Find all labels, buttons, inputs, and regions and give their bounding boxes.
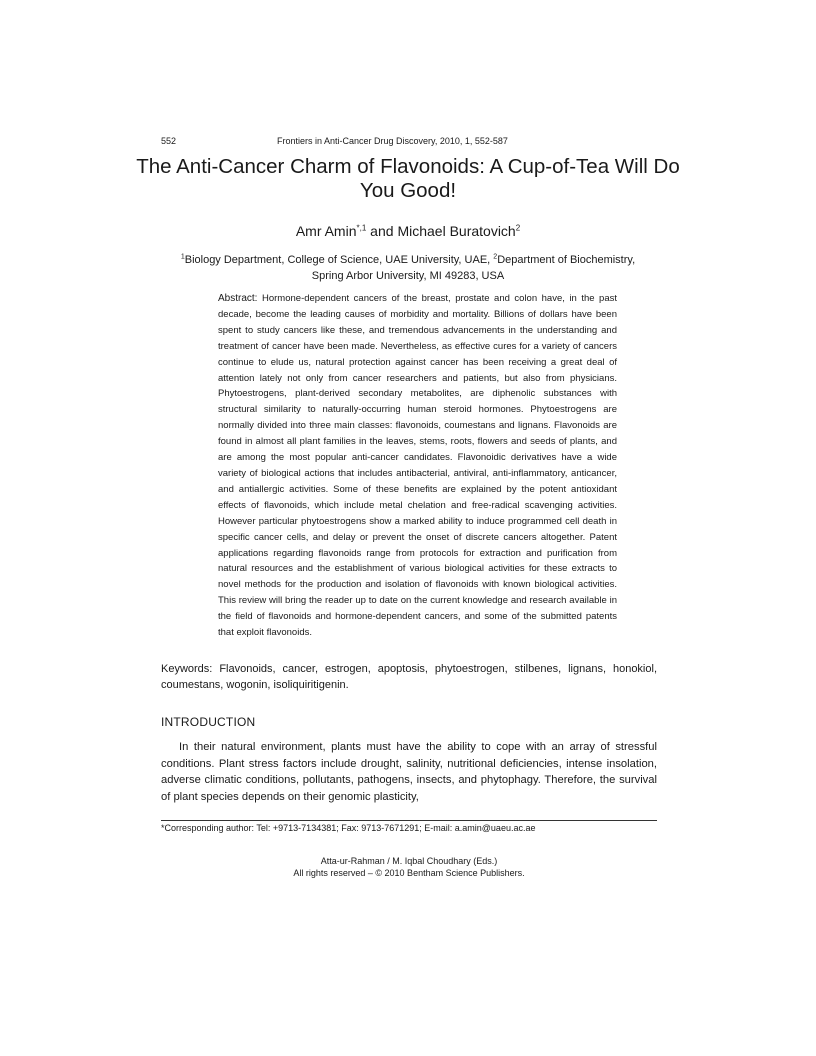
editors-line: Atta-ur-Rahman / M. Iqbal Choudhary (Eds.): [320, 856, 498, 866]
author-name: Amr Amin: [295, 223, 357, 239]
footnote-divider: [161, 820, 657, 821]
abstract-label: Abstract:: [218, 293, 258, 304]
page-footer: [161, 855, 657, 879]
author-connector: and: [366, 223, 398, 239]
section-heading-introduction: INTRODUCTION: [161, 715, 256, 729]
keywords-text: Flavonoids, cancer, estrogen, apoptosis, phytoestrogen, stilbenes, lignans, honokiol, coumestans, wogonin, isoliquiritigenin.: [161, 663, 657, 691]
author-affiliation-marker: *,1: [356, 223, 367, 233]
affiliation-marker: 2: [493, 253, 498, 261]
journal-citation: Frontiers in Anti-Cancer Drug Discovery, 2010, 1, 552-587: [277, 136, 508, 146]
running-head: [161, 134, 657, 148]
author-name: Michael Buratovich: [397, 223, 516, 239]
keywords: [161, 661, 657, 693]
author-affiliation-marker: 2: [515, 223, 521, 233]
rights-line: All rights reserved – © 2010 Bentham Science Publishers.: [293, 868, 525, 878]
affiliation-marker: 1: [180, 253, 185, 261]
author-line: [130, 222, 686, 240]
abstract-text: Hormone-dependent cancers of the breast, prostate and colon have, in the past decade, become the leading causes of morbidity and mortality. Billions of dollars have been spent to study cancers like these, and tremendous advancements in the understanding and treatment of cancer have been made. Nevertheless, as effective cures for a variety of cancers continue to elude us, natural protection against cancer has been receiving a great deal of attention lately not only from cancer researchers and patients, but also from physicians. Phytoestrogens, plant-derived secondary metabolites, are diphenolic substances with structural similarity to naturally-occurring human steroid hormones. Phytoestrogens are normally divided into three main classes: flavonoids, coumestans and lignans. Flavonoids are found in almost all plant families in the leaves, stems, roots, flowers and seeds of plants, and are among the most popular anti-cancer candidates. Flavonoidic derivatives have a wide variety of biological actions that includes antibacterial, antiviral, anti-inflammatory, anticancer, and antiallergic activities. Some of these benefits are explained by the potent antioxidant effects of flavonoids, which include metal chelation and free-radical scavenging activities. However particular phytoestrogens show a marked ability to induce programmed cell death in specific cancer cells, and delay or prevent the onset of discrete cancers altogether. Patent applications regarding flavonoids range from protocols for extraction and purification from natural resources and the establishment of various biological activities for these extracts to novel methods for the production and isolation of flavonoids with known biological activities. This review will bring the reader up to date on the current knowledge and research available in the field of flavonoids and hormone-dependent cancers, and some of the submitted patents that exploit flavonoids.: [218, 293, 618, 639]
page-number: 552: [161, 136, 177, 146]
affiliation-text: Biology Department, College of Science, UAE University, UAE,: [184, 254, 494, 266]
affiliation-text: Department of Biochemistry, Spring Arbor University, MI 49283, USA: [311, 254, 636, 282]
introduction-paragraph: In their natural environment, plants must have the ability to cope with an array of stressful conditions. Plant stress factors include drought, salinity, nutritional deficiencies, intense insolation, adverse climatic conditions, pollutants, pathogens, insects, and phytophagy. Therefore, the survival of plant species depends on their genomic plasticity,: [161, 741, 657, 803]
affiliations: [180, 252, 636, 284]
abstract: [218, 291, 617, 641]
corresponding-author-footnote: *Corresponding author: Tel: +9713-7134381; Fax: 9713-7671291; E-mail: a.amin@uaeu.ac.ae: [161, 823, 536, 833]
article-title: The Anti-Cancer Charm of Flavonoids: A Cup-of-Tea Will Do You Good!: [136, 155, 680, 202]
keywords-label: Keywords:: [161, 663, 213, 675]
